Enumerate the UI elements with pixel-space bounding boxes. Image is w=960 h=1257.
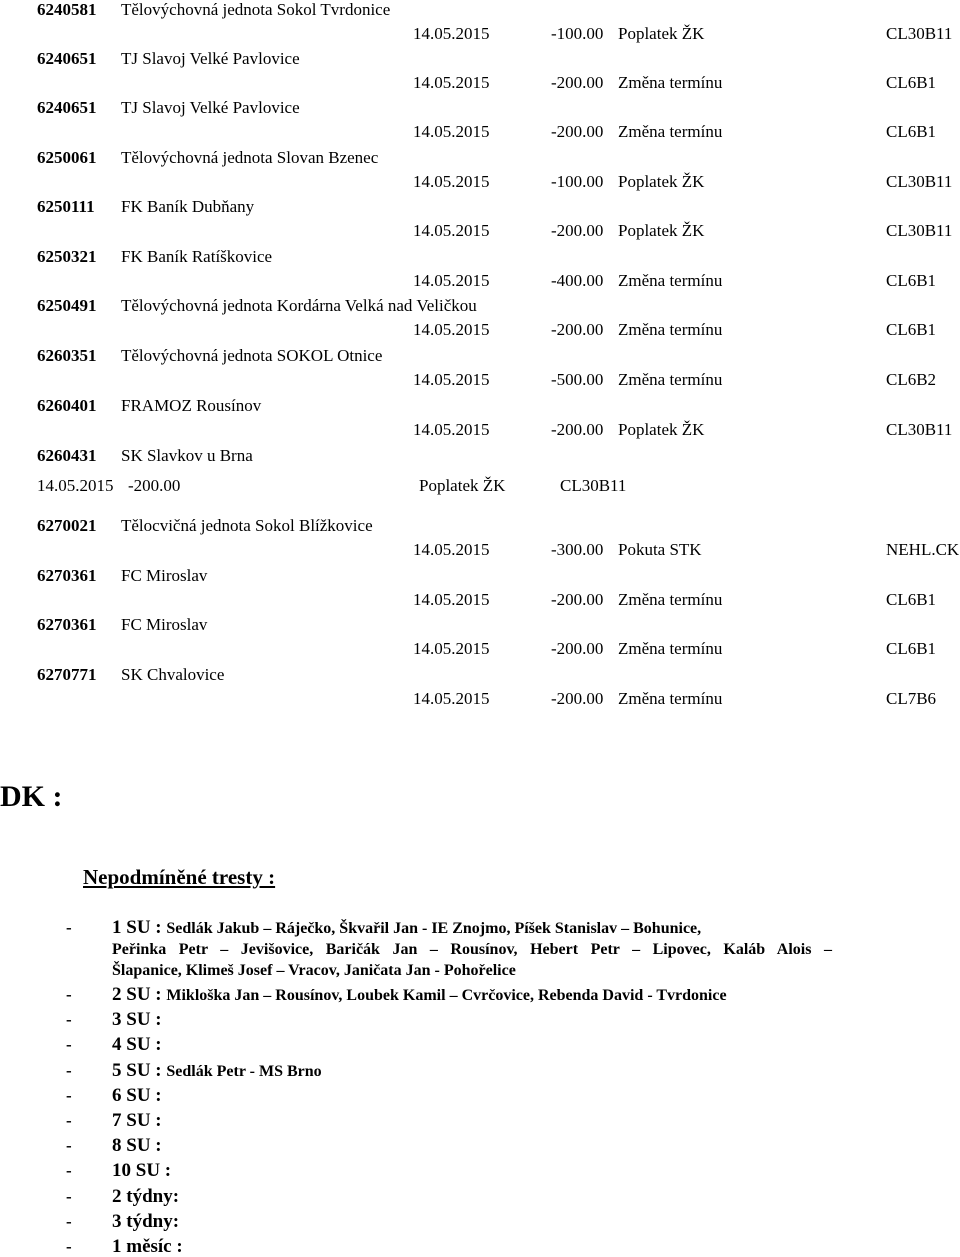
fee-code: CL6B1 [886,122,937,141]
fee-code: CL6B1 [886,639,937,658]
fee-date: 14.05.2015 [413,24,490,43]
fee-code: CL30B11 [886,221,953,240]
fee-code: CL6B1 [886,320,937,339]
penalty-label: 5 SU : [112,1060,162,1081]
fee-date: 14.05.2015 [413,689,490,708]
list-dash: - [66,1187,72,1206]
fee-code: CL6B2 [886,370,937,389]
penalty-label: 2 týdny: [112,1186,180,1207]
fee-code: CL30B11 [886,24,953,43]
penalty-item-7su [112,1111,162,1131]
club-name: Tělovýchovná jednota Kordárna Velká nad Veličkou [121,296,477,315]
fee-code: NEHL.CK [886,540,960,559]
fee-amount: -200.00 [551,639,604,658]
penalties-heading: Nepodmíněné tresty : [83,865,276,889]
club-id: 6240651 [37,49,97,68]
penalty-names: Sedlák Jakub – Ráječko, Škvařil Jan - IE Znojmo, Píšek Stanislav – Bohunice, [166,920,702,937]
penalty-label: 10 SU : [112,1160,172,1181]
club-name: Tělocvičná jednota Sokol Blížkovice [121,516,373,535]
club-name: FC Miroslav [121,615,208,634]
club-name: TJ Slavoj Velké Pavlovice [121,49,300,68]
list-dash: - [66,1035,72,1054]
list-dash: - [66,1237,72,1256]
club-name: Tělovýchovná jednota SOKOL Otnice [121,346,383,365]
list-dash: - [66,1111,72,1130]
fee-type: Změna termínu [618,590,723,609]
penalty-item-10su [112,1161,171,1181]
fee-type: Změna termínu [618,370,723,389]
club-id: 6270771 [37,665,97,684]
fee-type: Změna termínu [618,320,723,339]
club-name: SK Chvalovice [121,665,225,684]
fee-amount: -100.00 [551,24,604,43]
list-dash: - [66,1061,72,1080]
fee-amount: -100.00 [551,172,604,191]
club-id: 6250061 [37,148,97,167]
fee-date: 14.05.2015 [413,590,490,609]
fee-date: 14.05.2015 [413,639,490,658]
penalty-label: 7 SU : [112,1110,162,1131]
fee-amount: -200.00 [551,73,604,92]
penalty-label: 6 SU : [112,1085,162,1106]
club-name: Tělovýchovná jednota Slovan Bzenec [121,148,379,167]
fee-code: CL6B1 [886,590,937,609]
club-id: 6240581 [37,0,97,19]
fee-amount: -200.00 [128,476,181,495]
club-name: FK Baník Dubňany [121,197,255,216]
penalty-item-1-month [112,1237,183,1257]
fee-amount: -200.00 [551,420,604,439]
fee-amount: -200.00 [551,689,604,708]
penalty-item-8su [112,1136,162,1156]
list-dash: - [66,918,72,937]
penalty-item-3su [112,1010,162,1030]
dk-title: DK : [0,780,63,813]
fee-date: 14.05.2015 [413,73,490,92]
club-id: 6270361 [37,566,97,585]
list-dash: - [66,1086,72,1105]
fee-code: CL7B6 [886,689,937,708]
fee-amount: -300.00 [551,540,604,559]
fee-amount: -200.00 [551,122,604,141]
list-dash: - [66,985,72,1004]
fee-code: CL6B1 [886,73,937,92]
penalty-item-3-weeks [112,1212,179,1232]
club-name: TJ Slavoj Velké Pavlovice [121,98,300,117]
penalty-item-5su [112,1061,322,1082]
penalty-label: 3 týdny: [112,1211,180,1232]
penalty-item-6su [112,1086,162,1106]
fee-type: Změna termínu [618,639,723,658]
fee-code: CL30B11 [886,172,953,191]
club-id: 6270361 [37,615,97,634]
fee-type: Změna termínu [618,689,723,708]
club-name: FC Miroslav [121,566,208,585]
penalty-label: 3 SU : [112,1009,162,1030]
fee-type: Změna termínu [618,73,723,92]
fee-amount: -200.00 [551,221,604,240]
penalty-label: 4 SU : [112,1034,162,1055]
fee-code: CL30B11 [886,420,953,439]
penalty-names [112,940,832,960]
club-id: 6260351 [37,346,97,365]
fee-date: 14.05.2015 [413,320,490,339]
fee-type: Poplatek ŽK [618,24,705,43]
penalty-item-2-weeks [112,1187,179,1207]
fee-type: Změna termínu [618,271,723,290]
fee-type: Poplatek ŽK [419,476,506,495]
club-name: SK Slavkov u Brna [121,446,253,465]
fee-type: Pokuta STK [618,540,702,559]
penalty-names: Šlapanice, Klimeš Josef – Vracov, Janičata Jan - Pohořelice [112,962,516,979]
club-name: FK Baník Ratíškovice [121,247,273,266]
fee-amount: -500.00 [551,370,604,389]
list-dash: - [66,1212,72,1231]
fee-date: 14.05.2015 [413,540,490,559]
penalty-names: Sedlák Petr - MS Brno [166,1063,322,1080]
fee-date: 14.05.2015 [37,476,114,495]
club-id: 6260401 [37,396,97,415]
club-id: 6260431 [37,446,97,465]
penalty-label: 1 SU : [112,917,162,938]
fee-type: Změna termínu [618,122,723,141]
penalty-label: 8 SU : [112,1135,162,1156]
fee-code: CL30B11 [560,476,627,495]
penalty-label: 1 měsíc : [112,1236,183,1257]
fee-date: 14.05.2015 [413,122,490,141]
penalty-names: Mikloška Jan – Rousínov, Loubek Kamil – Cvrčovice, Rebenda David - Tvrdonice [166,987,727,1004]
club-name: Tělovýchovná jednota Sokol Tvrdonice [121,0,391,19]
fee-type: Poplatek ŽK [618,172,705,191]
penalty-item-1su [112,918,701,939]
penalty-label: 2 SU : [112,984,162,1005]
fee-date: 14.05.2015 [413,420,490,439]
list-dash: - [66,1161,72,1180]
fee-code: CL6B1 [886,271,937,290]
fee-type: Poplatek ŽK [618,420,705,439]
club-id: 6240651 [37,98,97,117]
club-id: 6270021 [37,516,97,535]
club-name: FRAMOZ Rousínov [121,396,262,415]
fee-amount: -200.00 [551,590,604,609]
fee-date: 14.05.2015 [413,221,490,240]
fee-date: 14.05.2015 [413,172,490,191]
club-id: 6250321 [37,247,97,266]
club-id: 6250491 [37,296,97,315]
penalty-names-line: Peřinka Petr – Jevišovice, Baričák Jan – Rousínov, Hebert Petr – Lipovec, Kaláb Alois – [112,941,832,958]
list-dash: - [66,1136,72,1155]
penalty-item-4su [112,1035,162,1055]
penalty-item-2su [112,985,727,1006]
fee-type: Poplatek ŽK [618,221,705,240]
fee-date: 14.05.2015 [413,370,490,389]
fee-amount: -400.00 [551,271,604,290]
list-dash: - [66,1010,72,1029]
fee-amount: -200.00 [551,320,604,339]
fee-date: 14.05.2015 [413,271,490,290]
club-id: 6250111 [37,197,95,216]
